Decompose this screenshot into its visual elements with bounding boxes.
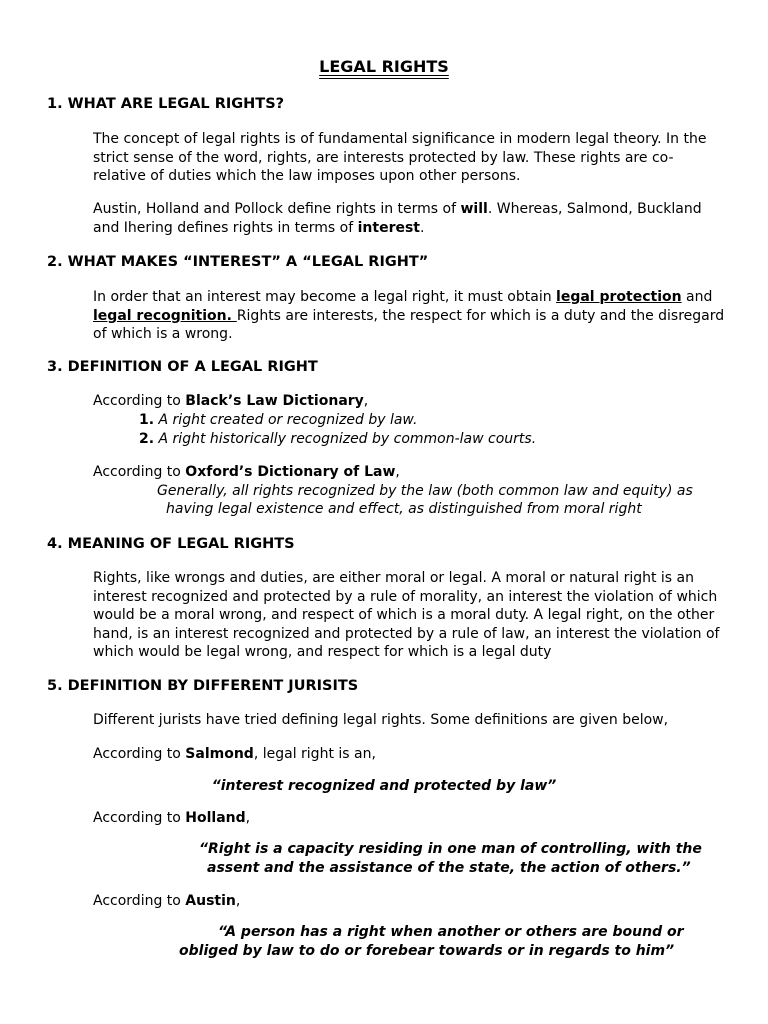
austin-quote-line-2: obliged by law to do or forebear towards or in regards to him” [179, 943, 675, 959]
salmond-quote: “interest recognized and protected by law” [211, 778, 557, 794]
section-1-paragraph-1: The concept of legal rights is of fundamental significance in modern legal theory. In the strict sense of the word, rights, are interests protected by law. These rights are co-relative of duties which the law imposes upon other persons. [93, 131, 707, 185]
section-5-heading: 5. DEFINITION BY DIFFERENT JURISITS [47, 678, 359, 694]
section-1-heading: 1. WHAT ARE LEGAL RIGHTS? [47, 96, 285, 112]
section-4-heading: 4. MEANING OF LEGAL RIGHTS [47, 536, 295, 552]
austin-intro: According to Austin, [93, 893, 241, 909]
section-2-paragraph: In order that an interest may become a legal right, it must obtain legal protection and legal recognition. Rights are interests, the respect for which is a duty and the disregard of which is a wrong. [93, 289, 725, 343]
holland-intro: According to Holland, [93, 810, 251, 826]
page-title: LEGAL RIGHTS [319, 57, 449, 76]
salmond-intro: According to Salmond, legal right is an, [93, 746, 376, 762]
oxford-intro: According to Oxford’s Dictionary of Law, [93, 464, 400, 480]
definition-item-1: 1. A right created or recognized by law. [139, 412, 418, 428]
blacks-intro: According to Black’s Law Dictionary, [93, 393, 369, 409]
section-3-heading: 3. DEFINITION OF A LEGAL RIGHT [47, 359, 318, 375]
holland-quote-line-1: “Right is a capacity residing in one man of controlling, with the [199, 841, 702, 857]
oxford-quote-line-1: Generally, all rights recognized by the law (both common law and equity) as [157, 483, 693, 499]
austin-quote-line-1: “A person has a right when another or others are bound or [218, 924, 684, 940]
holland-quote-line-2: assent and the assistance of the state, the action of others.” [207, 860, 691, 876]
jurists-intro: Different jurists have tried defining legal rights. Some definitions are given below, [93, 712, 669, 728]
oxford-quote-line-2: having legal existence and effect, as distinguished from moral right [166, 501, 642, 517]
definition-item-2: 2. A right historically recognized by common-law courts. [139, 431, 537, 447]
section-1-paragraph-2: Austin, Holland and Pollock define rights in terms of will. Whereas, Salmond, Buckland and Ihering defines rights in terms of interest. [93, 201, 702, 236]
section-4-paragraph: Rights, like wrongs and duties, are either moral or legal. A moral or natural right is an interest recognized and protected by a rule of morality, an interest the violation of which would be a moral wrong, and respect of which is a moral duty. A legal right, on the other hand, is an interest recognized and protected by a rule of law, an interest the violation of which would be legal wrong, and respect for which is a legal duty [93, 570, 720, 661]
section-2-heading: 2. WHAT MAKES “INTEREST” A “LEGAL RIGHT” [47, 254, 429, 270]
